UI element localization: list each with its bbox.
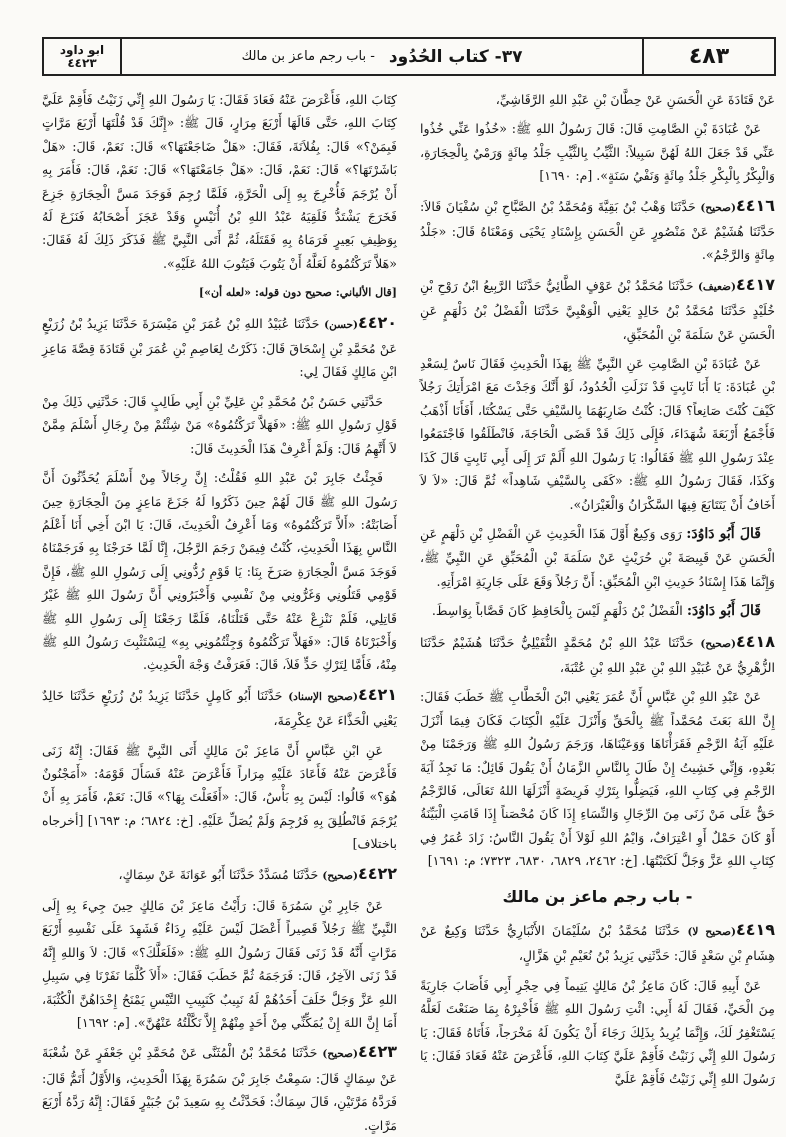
hadith-4416 — [420, 194, 775, 267]
hadith-grade: (صحيح) — [700, 201, 736, 214]
book-hadith-number: ٤٤٢٣ — [67, 55, 97, 70]
hadith-grade: (صحيح) — [700, 637, 736, 650]
hadith-number: ٤٤٢٠ — [357, 312, 397, 332]
paragraph: عَنْ عَبْدِ اللهِ بْنِ عَبَّاسٍ أَنَّ عُمَرَ يَعْنِي ابْنَ الْخَطَّابِ ﷺ خَطَبَ فَقَالَ: إِنَّ اللهَ بَعَثَ مُحَمَّداً ﷺ بِالْحَقِّ وَأَنْزَلَ عَلَيْهِ الْكِتَابَ فَكَانَ فِيمَا أَنْزَلَ عَلَيْهِ آيَةُ الرَّجْمِ فَقَرَأْنَاهَا وَوَعَيْنَاهَا، وَرَجَمَ رَسُولُ اللهِ ﷺ وَرَجَمْنَا مِنْ بَعْدِهِ، وَإِنِّي خَشِيتُ إِنْ طَالَ بِالنَّاسِ الزَّمَانُ أَنْ يَقُولَ قَائِلٌ: مَا نَجِدُ آيَةَ الرَّجْمِ فِي كِتَابِ اللهِ، فَيَضِلُّوا بِتَرْكِ فَرِيضَةٍ أَنْزَلَهَا اللهُ تَعَالَى، فَالرَّجْمُ حَقٌّ عَلَى مَنْ زَنَى مِنَ الرِّجَالِ وَالنِّسَاءِ إِذَا كَانَ مُحْصَناً إِذَا قَامَتِ الْبَيِّنَةُ أَوْ كَانَ حَمْلٌ أَوِ اعْتِرَافٌ، وَايْمُ اللهِ لَوْلاَ أَنْ يَقُولَ النَّاسُ: زَادَ عُمَرُ فِي كِتَابِ اللهِ عَزَّ وَجَلَّ لَكَتَبْتُهَا. [خ: ٢٤٦٢، ٦٨٢٩، ٦٨٣٠، ٧٣٢٣؛ م: ١٦٩١] — [420, 689, 775, 869]
hadith-grade: (حسن) — [324, 318, 358, 331]
hadith-text: حَدَّثَنَا مُحَمَّدُ بْنُ عَوْفٍ الطَّائِيُّ حَدَّثَنَا الرَّبِيعُ ابْنُ رَوْحِ بْنِ خُلَيْدٍ حَدَّثَنَا مُحَمَّدُ بْنُ خَالِدٍ يَعْنِي الْوَهْبِيَّ حَدَّثَنَا الْفَضْلُ بْنُ دَلْهَمٍ عَنِ الْحَسَنِ عَنْ سَلَمَةَ بْنِ الْمُحَبِّقِ، — [420, 277, 775, 342]
book-name: ابو داود — [59, 42, 105, 57]
note-label: قَالَ أَبُو دَاوُدَ: — [686, 525, 761, 542]
hadith-4423 — [42, 1040, 397, 1137]
hadith-4418 — [420, 630, 775, 680]
paragraph: عَنْ قَتَادَةَ عَنِ الْحَسَنِ عَنْ حِطَّانَ بْنِ عَبْدِ اللهِ الرَّقَاشِيِّ، — [495, 92, 775, 107]
hadith-text: حَدَّثَنَا أَبُو كَامِلٍ حَدَّثَنَا يَزِيدُ بْنُ زُرَيْعٍ حَدَّثَنَا خَالِدٌ يَعْنِي الْحَذَّاءَ عَنْ عِكْرِمَةَ، — [42, 687, 397, 729]
page-number: ٤٨٣ — [688, 44, 730, 69]
hadith-4420 — [42, 311, 397, 384]
paragraph: عَنْ عُبَادَةَ بْنِ الصَّامِتِ عَنِ النَّبِيِّ ﷺ بِهَذَا الْحَدِيثِ فَقَالَ نَاسٌ لِسَعْدِ بْنِ عُبَادَةَ: يَا أَبَا ثَابِتٍ قَدْ نَزَلَتِ الْحُدُودُ، لَوْ أَنَّكَ وَجَدْتَ مَعَ امْرَأَتِكَ رَجُلاً كَيْفَ كُنْتَ صَانِعاً؟ قَالَ: كُنْتُ ضَارِبَهُمَا بِالسَّيْفِ حَتَّى يَسْكُتَا، أَفَأَنَا أَذْهَبُ فَأَجْمَعُ أَرْبَعَةَ شُهَدَاءَ، فَإِلَى ذَلِكَ قَدْ قَضَى الْحَاجَةَ، فَانْطَلَقُوا فَاجْتَمَعُوا عِنْدَ رَسُولِ اللهِ ﷺ فَقَالُوا: يَا رَسُولَ اللهِ أَلَمْ تَرَ إِلَى أَبِي ثَابِتٍ قَالَ كَذَا وَكَذَا، فَقَالَ رَسُولُ اللهِ ﷺ: «كَفَى بِالسَّيْفِ شَاهِداً» ثُمَّ قَالَ: «لاَ لاَ أَخَافُ أَنْ يَتَتَابَعَ فِيهَا السَّكْرَانُ وَالْغَيْرَانُ». — [420, 356, 775, 512]
hadith-text: حَدَّثَنَا عَبْدُ اللهِ بْنُ مُحَمَّدٍ النُّفَيْلِيُّ حَدَّثَنَا هُشَيْمٌ حَدَّثَنَا الزُّهْرِيُّ عَنْ عُبَيْدِ اللهِ بْنِ عَبْدِ اللهِ بْنِ عُتْبَةَ، — [420, 634, 775, 675]
note-text: الْفَضْلُ بْنُ دَلْهَمٍ لَيْسَ بِالْحَافِظِ كَانَ قَصَّاباً بِوَاسِطَ. — [431, 603, 683, 619]
abu-dawud-note — [420, 522, 775, 593]
note-label: قَالَ أَبُو دَاوُدَ: — [686, 603, 761, 620]
hadith-4422 — [42, 862, 397, 888]
hadith-number: ٤٤١٦ — [735, 195, 775, 215]
hadith-grade: (صحيح) — [322, 869, 358, 882]
paragraph: عَنْ أَبِيهِ قَالَ: كَانَ مَاعِزُ بْنُ مَالِكٍ يَتِيماً فِي حِجْرِ أَبِي فَأَصَابَ جَارِيَةً مِنَ الْحَيِّ، فَقَالَ لَهُ أَبِي: ائْتِ رَسُولَ اللهِ ﷺ فَأَخْبِرْهُ بِمَا صَنَعْتَ لَعَلَّهُ يَسْتَغْفِرُ لَكَ، وَإِنَّمَا يُرِيدُ بِذَلِكَ رَجَاءَ أَنْ يَكُونَ لَهُ مَخْرَجاً، فَأَتَاهُ فَقَالَ: يَا رَسُولَ اللهِ إِنِّي زَنَيْتُ فَأَقِمْ عَلَيَّ كِتَابَ اللهِ، فَأَعْرَضَ عَنْهُ فَعَادَ فَقَالَ: يَا رَسُولَ اللهِ إِنِّي زَنَيْتُ فَأَقِمْ عَلَيَّ — [420, 977, 775, 1087]
hadith-4419 — [420, 918, 775, 968]
hadith-text: حَدَّثَنَا وَهْبُ بْنُ بَقِيَّةَ وَمُحَمَّدُ بْنُ الصَّبَّاحِ بْنِ سُفْيَانَ قَالاَ: حَدَّثَنَا هُشَيْمٌ عَنْ مَنْصُورٍ عَنِ الْحَسَنِ بِإِسْنَادِ يَحْيَى وَمَعْنَاهُ قَالَ: «جَلْدُ مِائَةٍ وَالرَّجْمُ». — [420, 198, 775, 263]
hadith-number: ٤٤٢٣ — [357, 1042, 397, 1062]
hadith-number: ٤٤١٧ — [735, 274, 775, 294]
hadith-text: حَدَّثَنَا مُسَدَّدٌ حَدَّثَنَا أَبُو عَوَانَةَ عَنْ سِمَاكٍ، — [118, 866, 319, 882]
note-text: رَوَى وَكِيعٌ أَوَّلَ هَذَا الْحَدِيثِ عَنِ الْفَضْلِ بْنِ دَلْهَمٍ عَنِ الْحَسَنِ عَنْ قَبِيصَةَ بْنِ حُرَيْثٍ عَنْ سَلَمَةَ بْنِ الْمُحَبِّقِ عَنِ النَّبِيِّ ﷺ، وَإِنَّمَا هَذَا إِسْنَادُ حَدِيثِ ابْنِ الْمُحَبِّقِ: أَنَّ رَجُلاً وَقَعَ عَلَى جَارِيَةِ امْرَأَتِهِ. — [420, 525, 775, 589]
page-header — [42, 37, 776, 76]
paragraph: عَنْ عُبَادَةَ بْنِ الصَّامِتِ قَالَ: قَالَ رَسُولُ اللهِ ﷺ: «خُذُوا عَنِّي خُذُوا عَنِّي قَدْ جَعَلَ اللهُ لَهُنَّ سَبِيلاً: الثَّيِّبُ بِالثَّيِّبِ جَلْدُ مِائَةٍ وَرَمْيٌ بِالْحِجَارَةِ، وَالْبِكْرُ بِالْبِكْرِ جَلْدُ مِائَةٍ وَنَفْيُ سَنَةٍ». [م: ١٦٩٠] — [420, 121, 775, 184]
paragraph: كِتَابَ اللهِ، فَأَعْرَضَ عَنْهُ فَعَادَ فَقَالَ: يَا رَسُولَ اللهِ إِنِّي زَنَيْتُ فَأَقِمْ عَلَيَّ كِتَابَ اللهِ، حَتَّى قَالَهَا أَرْبَعَ مِرَارٍ، قَالَ ﷺ: «إِنَّكَ قَدْ قُلْتَهَا أَرْبَعَ مَرَّاتٍ فَبِمَنْ؟» قَالَ: بِفُلاَنَةَ، فَقَالَ: «هَلْ ضَاجَعْتَهَا؟» قَالَ: نَعَمْ، قَالَ: «هَلْ بَاشَرْتَهَا؟» قَالَ: نَعَمْ، قَالَ: «هَلْ جَامَعْتَهَا؟» قَالَ: نَعَمْ، قَالَ: فَأَمَرَ بِهِ أَنْ يُرْجَمَ فَأُخْرِجَ بِهِ إِلَى الْحَرَّةِ، فَلَمَّا رُجِمَ فَوَجَدَ مَسَّ الْحِجَارَةِ جَزِعَ فَخَرَجَ يَشْتَدُّ فَلَقِيَهُ عَبْدُ اللهِ بْنُ أُنَيْسٍ وَقَدْ عَجَزَ أَصْحَابُهُ فَنَزَعَ لَهُ بِوَظِيفِ بَعِيرٍ فَرَمَاهُ بِهِ فَقَتَلَهُ، ثُمَّ أَتَى النَّبِيَّ ﷺ فَذَكَرَ ذَلِكَ لَهُ فَقَالَ: «هَلاَّ تَرَكْتُمُوهُ لَعَلَّهُ أَنْ يَتُوبَ فَيَتُوبَ اللهُ عَلَيْهِ». — [42, 92, 397, 271]
hadith-number: ٤٤١٨ — [735, 631, 775, 651]
left-column — [42, 88, 397, 1133]
hadith-number: ٤٤٢١ — [357, 684, 397, 704]
book-reference-box — [44, 39, 122, 74]
hadith-grade: (صحيح الإسناد) — [288, 690, 358, 703]
right-column — [420, 88, 775, 1087]
hadith-number: ٤٤١٩ — [735, 920, 775, 939]
hadith-4421 — [42, 683, 397, 733]
albani-note: [قال الألباني: صحيح دون قوله: «لعله أن»] — [198, 286, 397, 300]
paragraph: عَنِ ابْنِ عَبَّاسٍ أَنَّ مَاعِزَ بْنَ مَالِكٍ أَتَى النَّبِيَّ ﷺ فَقَالَ: إِنَّهُ زَنَى فَأَعْرَضَ عَنْهُ فَأَعَادَ عَلَيْهِ مِرَاراً فَأَعْرَضَ عَنْهُ فَسَأَلَ قَوْمَهُ: «أَمَجْنُونٌ هُوَ؟» قَالُوا: لَيْسَ بِهِ بَأْسٌ، قَالَ: «أَفَعَلْتَ بِهَا؟» قَالَ: نَعَمْ، فَأَمَرَ بِهِ أَنْ يُرْجَمَ فَانْطُلِقَ بِهِ فَرُجِمَ وَلَمْ يُصَلِّ عَلَيْهِ. [خ: ٦٨٢٤؛ م: ١٦٩٣] [أخرجاه باختلاف] — [42, 742, 397, 852]
hadith-4417 — [420, 273, 775, 346]
hadith-grade: (ضعيف) — [697, 280, 736, 293]
chapter-subtitle: - باب رجم ماعز بن مالك — [241, 49, 375, 64]
paragraph: حَدَّثَنِي حَسَنُ بْنُ مُحَمَّدِ بْنِ عَلِيِّ بْنِ أَبِي طَالِبٍ قَالَ: حَدَّثَنِي ذَلِكَ مِنْ قَوْلِ رَسُولِ اللهِ ﷺ: «فَهَلاَّ تَرَكْتُمُوهُ» مَنْ شِئْتُمْ مِنْ رِجَالِ أَسْلَمَ مِمَّنْ لاَ أَتَّهِمُ قَالَ: وَلَمْ أَعْرِفْ هَذَا الْحَدِيثَ قَالَ: — [42, 393, 397, 456]
paragraph: فَجِئْتُ جَابِرَ بْنَ عَبْدِ اللهِ فَقُلْتُ: إِنَّ رِجَالاً مِنْ أَسْلَمَ يُحَدِّثُونَ أَنَّ رَسُولَ اللهِ ﷺ قَالَ لَهُمْ حِينَ ذَكَرُوا لَهُ جَزَعَ مَاعِزٍ مِنَ الْحِجَارَةِ حِينَ أَصَابَتْهُ: «أَلاَّ تَرَكْتُمُوهُ» وَمَا أَعْرِفُ الْحَدِيثَ، قَالَ: يَا ابْنَ أَخِي أَنَا أَعْلَمُ النَّاسِ بِهَذَا الْحَدِيثِ، كُنْتُ فِيمَنْ رَجَمَ الرَّجُلَ، إِنَّا لَمَّا خَرَجْنَا بِهِ فَرَجَمْنَاهُ فَوَجَدَ مَسَّ الْحِجَارَةِ صَرَخَ بِنَا: يَا قَوْمِ رُدُّونِي إِلَى رَسُولِ اللهِ ﷺ، فَإِنَّ قَوْمِي قَتَلُونِي وَغَرُّونِي مِنْ نَفْسِي وَأَخْبَرُونِي أَنَّ رَسُولَ اللهِ ﷺ غَيْرُ قَاتِلِي، فَلَمْ نَنْزِعْ عَنْهُ حَتَّى قَتَلْنَاهُ، فَلَمَّا رَجَعْنَا إِلَى رَسُولِ اللهِ ﷺ وَأَخْبَرْنَاهُ قَالَ: «فَهَلاَّ تَرَكْتُمُوهُ وَجِئْتُمُونِي بِهِ» لِيَسْتَثْبِتَ رَسُولُ اللهِ ﷺ مِنْهُ، فَأَمَّا لِتَرْكِ حَدٍّ فَلاَ، قَالَ: فَعَرَفْتُ وَجْهَ الْحَدِيثِ. — [42, 470, 397, 673]
section-heading: - باب رجم ماعز بن مالك — [502, 886, 693, 906]
hadith-text: حَدَّثَنَا عُبَيْدُ اللهِ بْنُ عُمَرَ بْنِ مَيْسَرَةَ حَدَّثَنَا يَزِيدُ بْنُ زُرَيْعٍ عَنْ مُحَمَّدِ بْنِ إِسْحَاقَ قَالَ: ذَكَرْتُ لِعَاصِمِ بْنِ عُمَرَ بْنِ قَتَادَةَ قِصَّةَ مَاعِزِ ابْنِ مَالِكٍ فَقَالَ لِي: — [42, 315, 397, 380]
chapter-title: ٣٧- كتاب الحُدُود — [388, 46, 523, 67]
hadith-number: ٤٤٢٢ — [357, 863, 397, 883]
hadith-text: حَدَّثَنَا مُحَمَّدُ بْنُ سُلَيْمَانَ الأَنْبَارِيُّ حَدَّثَنَا وَكِيعٌ عَنْ هِشَامِ بْنِ سَعْدٍ قَالَ: حَدَّثَنِي يَزِيدُ بْنُ نُعَيْمِ بْنِ هَزَّالٍ، — [420, 923, 775, 964]
hadith-grade: (صحيح لا) — [687, 926, 736, 938]
hadith-text: حَدَّثَنَا مُحَمَّدُ بْنُ الْمُثَنَّى عَنْ مُحَمَّدِ بْنِ جَعْفَرٍ عَنْ شُعْبَةَ عَنْ سِمَاكٍ قَالَ: سَمِعْتُ جَابِرَ بْنَ سَمُرَةَ بِهَذَا الْحَدِيثِ، وَالأَوَّلُ أَتَمُّ قَالَ: فَرَدَّهُ مَرَّتَيْنِ، قَالَ سِمَاكٌ: فَحَدَّثْتُ بِهِ سَعِيدَ بْنَ جُبَيْرٍ فَقَالَ: إِنَّهُ رَدَّهُ أَرْبَعَ مَرَّاتٍ. — [42, 1045, 397, 1133]
chapter-title-box — [122, 39, 644, 74]
paragraph: عَنْ جَابِرِ بْنِ سَمُرَةَ قَالَ: رَأَيْتُ مَاعِزَ بْنَ مَالِكٍ حِينَ جِيءَ بِهِ إِلَى النَّبِيِّ ﷺ رَجُلاً قَصِيراً أَعْضَلَ لَيْسَ عَلَيْهِ رِدَاءٌ فَشَهِدَ عَلَى نَفْسِهِ أَرْبَعَ مَرَّاتٍ أَنَّهُ قَدْ زَنَى فَقَالَ رَسُولُ اللهِ ﷺ: «فَلَعَلَّكَ؟» قَالَ: لاَ وَاللهِ إِنَّهُ قَدْ زَنَى الآخِرُ، قَالَ: فَرَجَمَهُ ثُمَّ خَطَبَ فَقَالَ: «أَلاَ كُلَّمَا نَفَرْنَا فِي سَبِيلِ اللهِ عَزَّ وَجَلَّ خَلَفَ أَحَدُهُمْ لَهُ نَبِيبٌ كَنَبِيبِ التَّيْسِ يَمْنَحُ إِحْدَاهُنَّ الْكُثْبَةَ، أَمَا إِنَّ اللهَ إِنْ يُمَكِّنِّي مِنْ أَحَدٍ مِنْهُمْ إِلاَّ نَكَّلْتُهُ عَنْهُنَّ». [م: ١٦٩٢] — [42, 898, 397, 1031]
abu-dawud-note — [420, 599, 775, 623]
hadith-grade: (صحيح) — [322, 1048, 358, 1061]
